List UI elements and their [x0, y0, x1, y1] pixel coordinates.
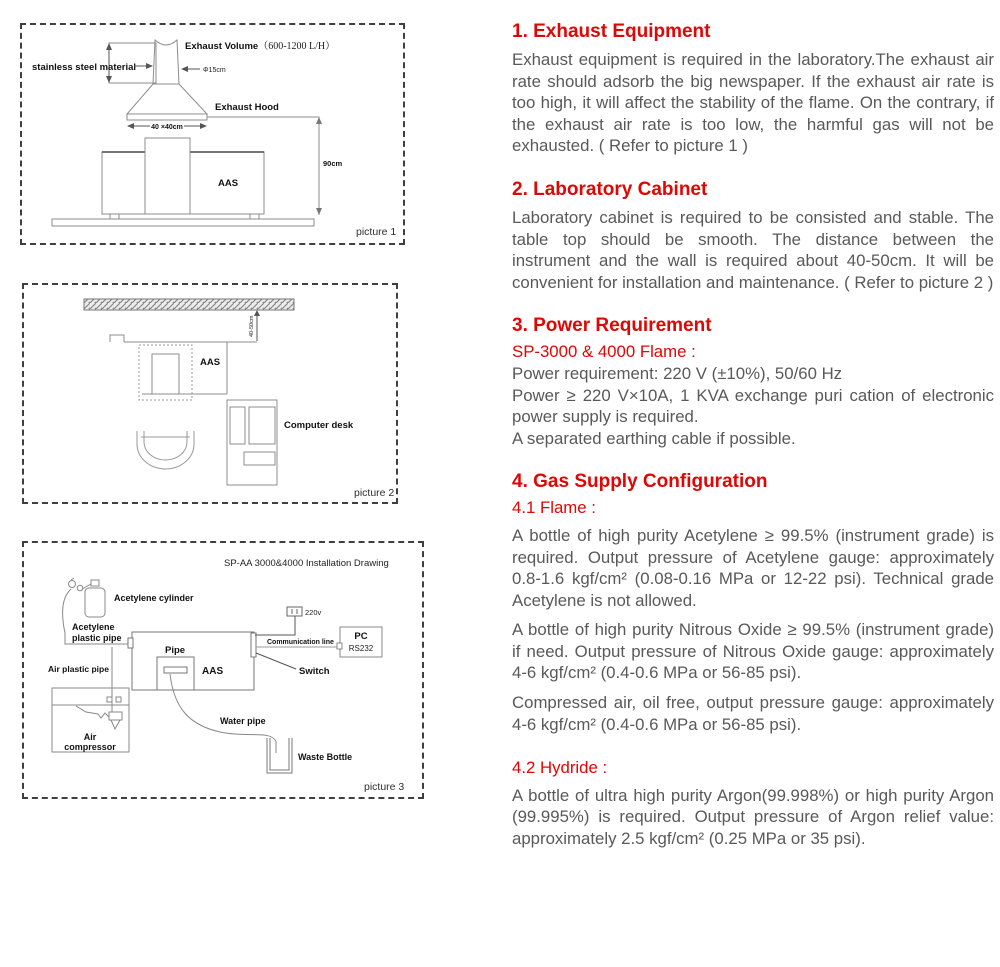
compressor-fitting [109, 712, 122, 720]
switch-pointer-line [256, 653, 296, 669]
pc-connector [337, 643, 342, 649]
arrow-right-icon [200, 123, 207, 129]
chair-inner [144, 431, 187, 460]
compressed-air-paragraph: Compressed air, oil free, output pressure gauge: approximately 4-6 kgf/cm² (0.4-0.6 MPa or 56-85 psi). [512, 693, 994, 734]
installation-diagram [24, 543, 422, 797]
section-2-paragraph: Laboratory cabinet is required to be consisted and stable. The table top should be smooth. The distance between the instrument and the wall is required about 40-50cm. It will be convenient for installation and maintenance. ( Refer to picture 2 ) [512, 207, 994, 292]
arrow-up-icon [316, 117, 322, 124]
caption-picture-3: picture 3 [364, 781, 405, 793]
section-1-paragraph: Exhaust equipment is required in the laboratory.The exhaust air rate should adsorb the big newspaper. If the exhaust air rate is too high, it will affect the stability of the flame. On the contrary, if the exhaust air rate is too low, the harmful gas will not be exhausted. ( Refer to picture 1 ) [512, 50, 994, 156]
arrow-right-icon [146, 63, 153, 69]
arrow-down-icon [106, 76, 112, 83]
aas-column [145, 138, 190, 214]
exhaust-hood-shape [127, 84, 207, 114]
exhaust-equipment-diagram [22, 25, 403, 243]
label-compressor-l2: compressor [64, 742, 116, 752]
label-air-pipe: Air plastic pipe [48, 664, 109, 674]
label-water-pipe: Water pipe [220, 716, 266, 726]
label-stainless-steel: stainless steel material [32, 62, 137, 73]
section-4-2-subheading: 4.2 Hydride : [512, 758, 608, 778]
argon-paragraph: A bottle of ultra high purity Argon(99.998%) or high purity Argon (99.995%) is required. Output pressure of Argon relief value: approximately 2.5 kgf/cm² (0.25 MPa or 35 psi). [512, 785, 994, 849]
desk-outline [227, 400, 277, 485]
label-exhaust-hood: Exhaust Hood [215, 102, 279, 113]
label-40-50cm: 40-50cm [249, 315, 255, 337]
dim-90-line [207, 117, 319, 215]
label-exhaust-volume: Exhaust Volume（600-1200 L/H） [185, 41, 336, 52]
section-3-subheading: SP-3000 & 4000 Flame : [512, 342, 696, 362]
laboratory-layout-diagram [24, 285, 396, 502]
label-switch: Switch [299, 666, 330, 677]
section-1-heading: 1. Exhaust Equipment [512, 21, 711, 42]
power-spec-line: Power ≥ 220 V×10A, 1 KVA exchange puri cation of electronic power supply is required. [512, 385, 994, 427]
label-computer-desk: Computer desk [284, 420, 354, 431]
exhaust-hood-lip [127, 114, 207, 120]
power-line [255, 616, 295, 635]
section-4-heading: 4. Gas Supply Configuration [512, 471, 768, 493]
nitrous-paragraph: A bottle of high purity Nitrous Oxide ≥ 99.5% (instrument grade) if need. Output pressure of Nitrous Oxide gauge: approximately 4-6 kgf/cm² (0.4-0.6 MPa or 56-85 psi). [512, 620, 994, 683]
label-aas: AAS [202, 666, 224, 677]
arrow-up-icon [254, 310, 260, 316]
compressor-hose [76, 706, 109, 718]
label-waste-bottle: Waste Bottle [298, 752, 353, 762]
power-requirement-line: Power requirement: 220 V (±10%), 50/60 Hz [512, 363, 843, 383]
label-90cm: 90cm [323, 159, 343, 168]
wall-hatched [84, 299, 294, 310]
desk-item [230, 407, 245, 444]
section-2-heading: 2. Laboratory Cabinet [512, 178, 708, 200]
label-drawing-title: SP-AA 3000&4000 Installation Drawing [224, 558, 389, 569]
desk-item [244, 452, 275, 465]
manual-text-column [512, 12, 994, 850]
compressor-switch [107, 697, 112, 702]
aas-inner-block [152, 354, 179, 394]
figure-picture-3 [22, 541, 424, 799]
label-acetylene-pipe-l1: Acetylene [72, 622, 115, 632]
waste-bottle-inner [270, 738, 289, 770]
regulator-gauge [69, 581, 76, 588]
arrow-down-icon [316, 208, 322, 215]
gauge-needle [71, 578, 74, 580]
label-aas: AAS [218, 178, 239, 189]
earthing-line: A separated earthing cable if possible. [512, 428, 796, 448]
label-acetylene-pipe-l2: plastic pipe [72, 633, 122, 643]
regulator-gauge [77, 585, 83, 591]
filter-funnel [111, 720, 120, 729]
compressor-switch [116, 697, 121, 702]
caption-picture-1: picture 1 [356, 226, 397, 238]
cylinder-body [85, 588, 105, 617]
label-compressor-l1: Air [83, 732, 97, 742]
label-communication-line: Communication line [267, 639, 334, 646]
label-aas: AAS [200, 357, 221, 368]
figure-picture-1 [20, 23, 405, 245]
machine-foot [250, 214, 259, 219]
power-plug-icon [287, 607, 302, 616]
figure-picture-2 [22, 283, 398, 504]
section-3-heading: 3. Power Requirement [512, 315, 712, 337]
switch-connector [251, 633, 256, 657]
aas-dashed-zone [139, 345, 192, 400]
arrow-left-icon [181, 66, 188, 72]
label-pipe: Pipe [165, 645, 186, 656]
arrow-left-icon [127, 123, 134, 129]
caption-picture-2: picture 2 [354, 487, 395, 499]
acetylene-paragraph: A bottle of high purity Acetylene ≥ 99.5% (instrument grade) is required. Output pressure of Acetylene gauge: approximately 0.8-1.6 kgf/cm² (0.08-0.16 MPa or 12-22 psi). Technical grade Acetylene is not allowed. [512, 525, 994, 610]
label-40x40cm: 40 ×40cm [151, 124, 183, 131]
section-4-1-subheading: 4.1 Flame : [512, 498, 596, 518]
aas-box [132, 632, 254, 690]
waste-bottle-outer [267, 738, 292, 773]
desk-item [249, 407, 275, 444]
table-slab [52, 219, 314, 226]
machine-foot [110, 214, 119, 219]
label-rs232: RS232 [348, 644, 374, 653]
arrow-up-icon [106, 43, 112, 50]
exhaust-duct-shape [153, 40, 179, 84]
left-connector [128, 638, 133, 648]
label-phi-15cm: Φ15cm [203, 67, 226, 74]
label-220v: 220v [305, 608, 322, 617]
cylinder-valve [91, 580, 99, 586]
label-acetylene-cylinder: Acetylene cylinder [114, 593, 194, 603]
aas-notch [110, 335, 124, 342]
label-pc: PC [354, 631, 368, 642]
